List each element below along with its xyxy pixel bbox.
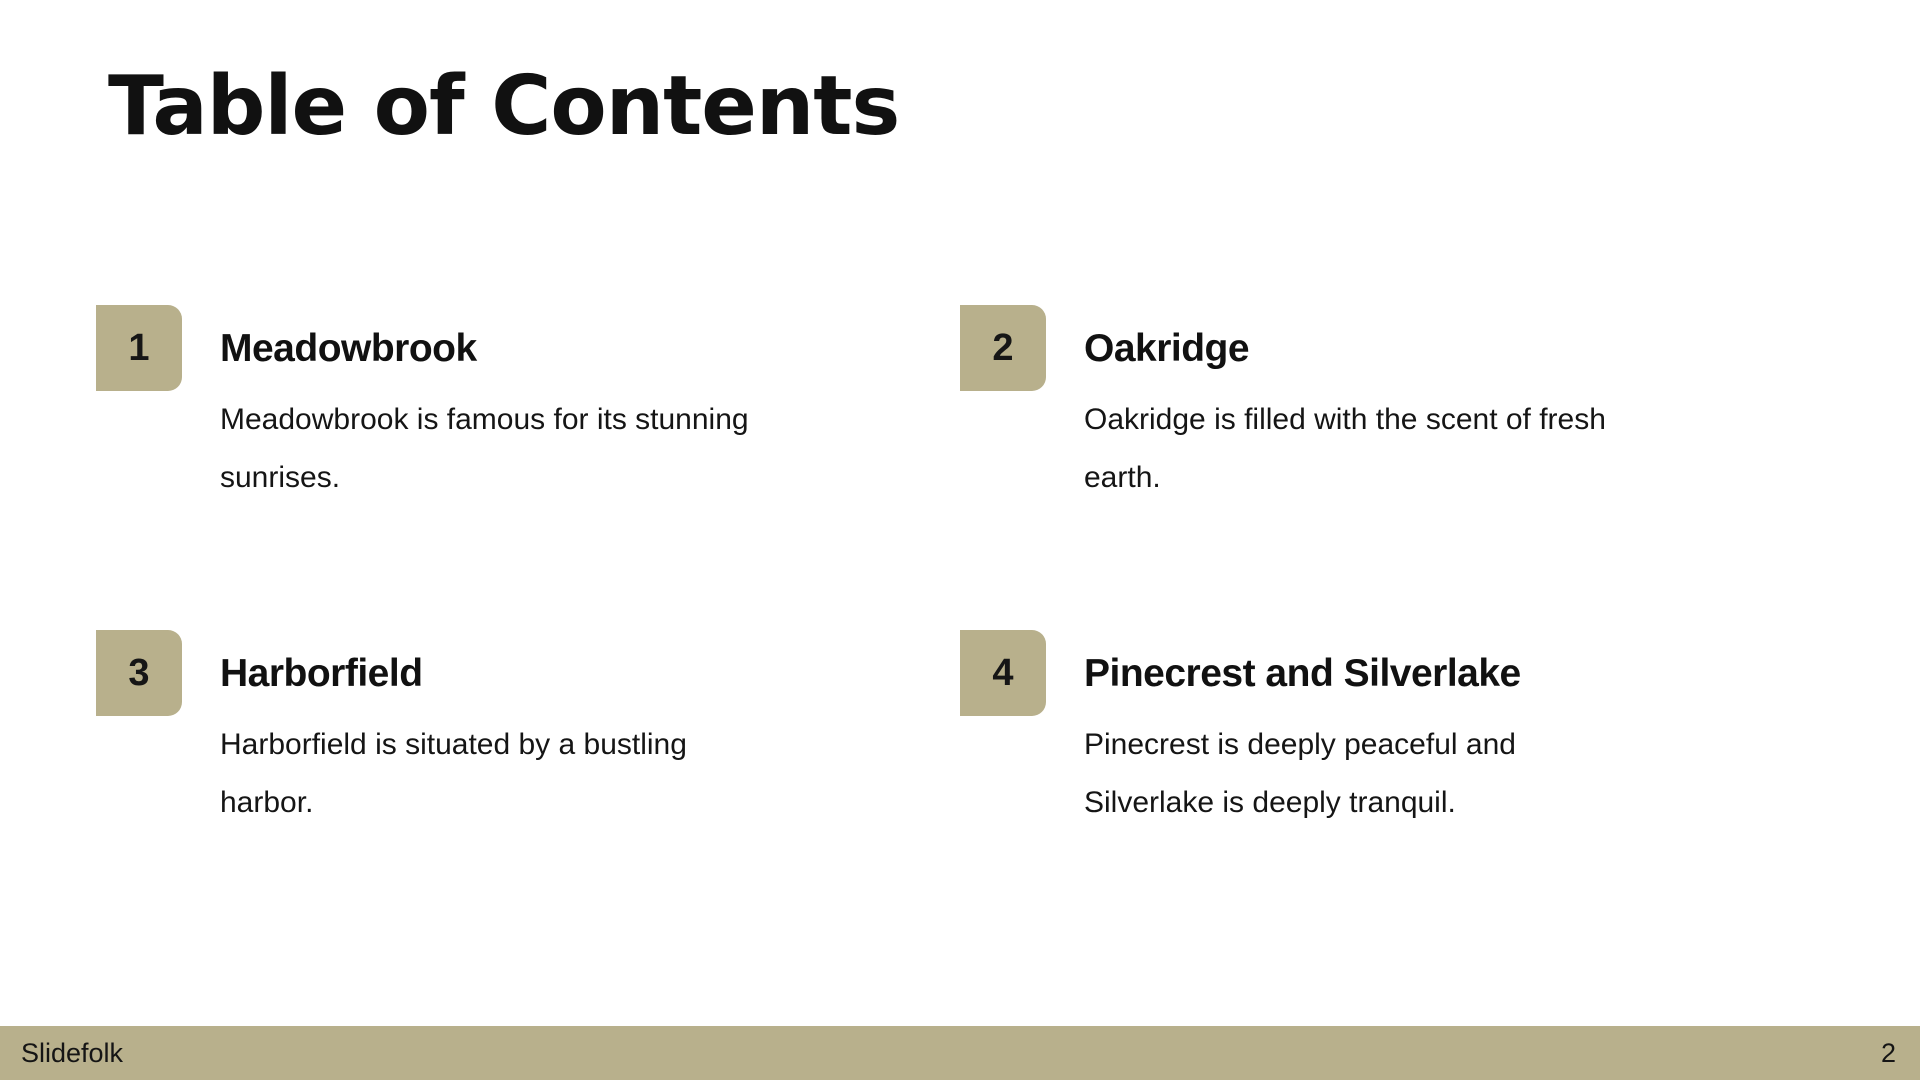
toc-item-description: Harborfield is situated by a bustling harbor.: [220, 728, 687, 819]
toc-item-4: [960, 630, 1780, 850]
page-title: Table of Contents: [108, 59, 900, 154]
toc-item-title: Oakridge: [1084, 327, 1250, 370]
footer-brand: Slidefolk: [21, 1038, 124, 1068]
toc-item-3: [96, 630, 916, 850]
toc-item-description: Pinecrest is deeply peaceful and Silverlake is deeply tranquil.: [1084, 728, 1516, 819]
number-badge: 2: [960, 305, 1046, 391]
number-badge: 4: [960, 630, 1046, 716]
toc-item-title: Pinecrest and Silverlake: [1084, 652, 1521, 695]
toc-item-1: [96, 305, 916, 525]
number-badge: 1: [96, 305, 182, 391]
toc-item-title: Harborfield: [220, 652, 423, 695]
page-number: 2: [1880, 1038, 1896, 1068]
number-badge: 3: [96, 630, 182, 716]
footer-bar: [0, 1026, 1920, 1080]
toc-item-title: Meadowbrook: [220, 327, 477, 370]
toc-item-description: Meadowbrook is famous for its stunning sunrises.: [220, 403, 749, 494]
toc-item-2: [960, 305, 1780, 525]
toc-item-description: Oakridge is filled with the scent of fresh earth.: [1084, 403, 1606, 494]
